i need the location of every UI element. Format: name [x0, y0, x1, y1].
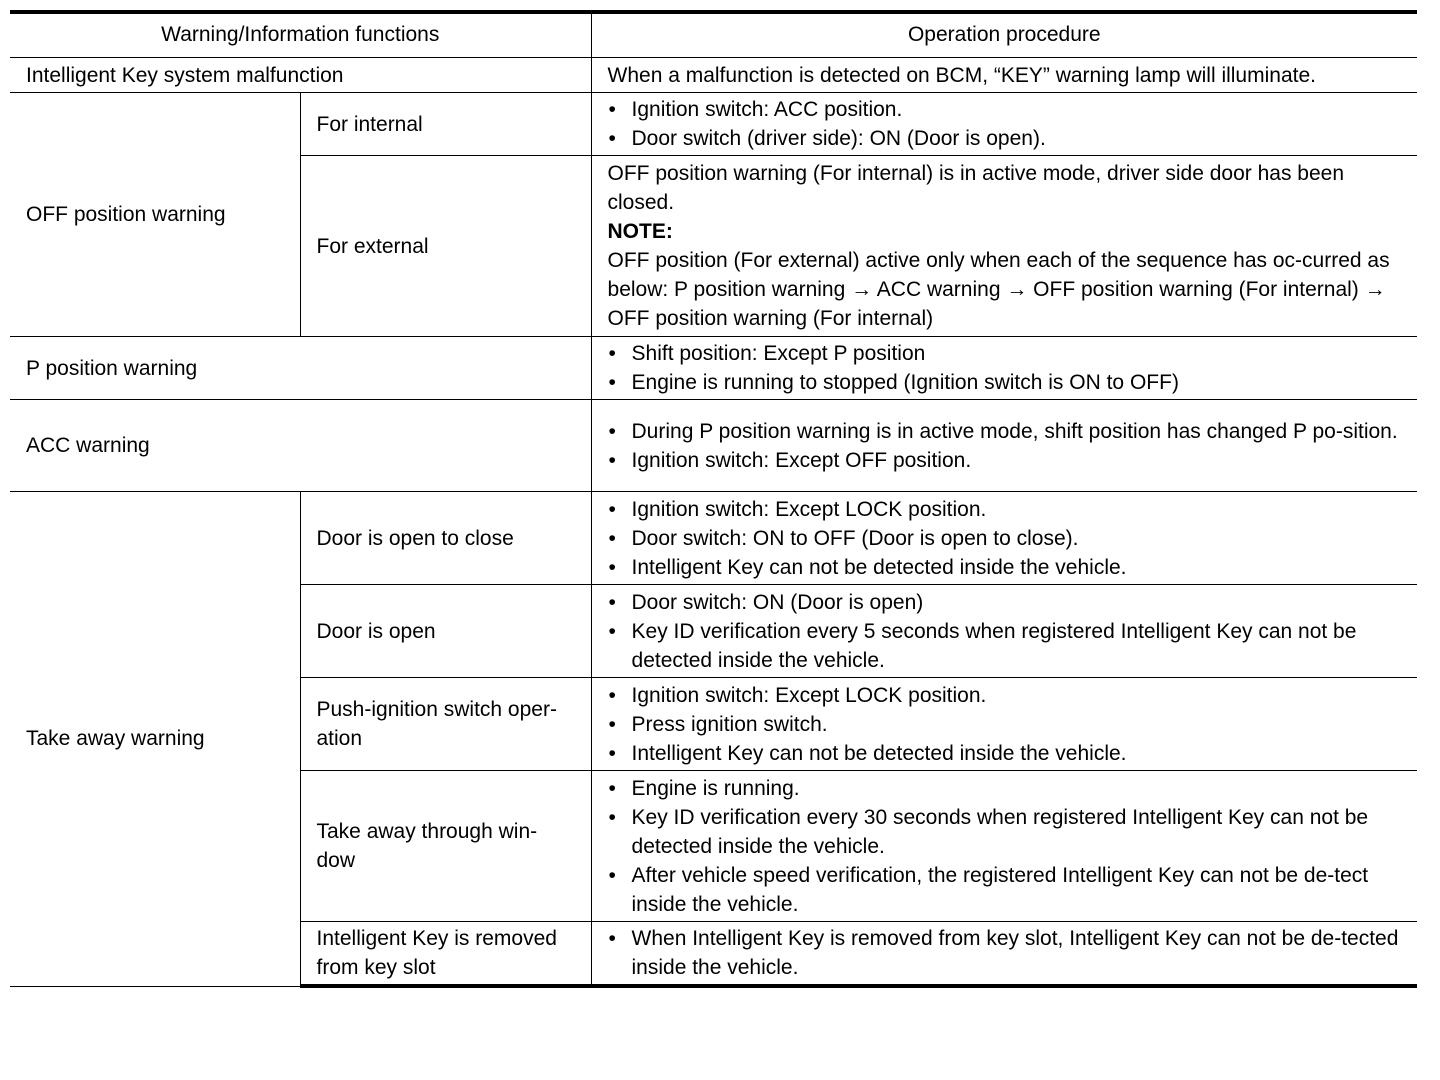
- list-item: • When Intelligent Key is removed from key slot, Intelligent Key can not be de-tected inside the vehicle.: [608, 924, 1402, 982]
- procedure-text: OFF position warning (For internal) is in active mode, driver side door has been closed.: [607, 162, 1345, 214]
- sub-function-label: For external: [300, 156, 591, 337]
- list-item: • Ignition switch: Except LOCK position.: [608, 495, 1402, 524]
- function-label: ACC warning: [10, 400, 591, 492]
- header-row: [10, 12, 1417, 58]
- sub-function-label: Door is open: [300, 585, 591, 678]
- list-item: • Intelligent Key can not be detected inside the vehicle.: [608, 553, 1402, 582]
- list-item: • Engine is running.: [608, 774, 1402, 803]
- list-item: • Intelligent Key can not be detected inside the vehicle.: [608, 739, 1402, 768]
- table-row: [10, 492, 1417, 585]
- header-procedure: Operation procedure: [591, 12, 1417, 58]
- list-item: • Ignition switch: Except LOCK position.: [608, 681, 1402, 710]
- table-row: [10, 58, 1417, 93]
- sub-function-label: Push-ignition switch oper-ation: [300, 678, 591, 771]
- list-item: • Press ignition switch.: [608, 710, 1402, 739]
- list-item: • Key ID verification every 5 seconds when registered Intelligent Key can not be detected inside the vehicle.: [608, 617, 1402, 675]
- list-item: • Ignition switch: ACC position.: [608, 95, 1402, 124]
- list-item: • Engine is running to stopped (Ignition switch is ON to OFF): [608, 368, 1402, 397]
- function-label: Take away warning: [10, 492, 300, 987]
- procedure-list: [591, 400, 1417, 492]
- list-item: • After vehicle speed verification, the registered Intelligent Key can not be de-tect inside the vehicle.: [608, 861, 1402, 919]
- function-label: Intelligent Key system malfunction: [10, 58, 591, 93]
- procedure-list: [591, 922, 1417, 987]
- note-text: OFF position (For external) active only when each of the sequence has oc-curred as below: P position warning → ACC warning → OFF position warning (For internal) → OFF position warning (For internal): [607, 249, 1390, 330]
- procedure-list: [591, 492, 1417, 585]
- procedure-text-block: [591, 156, 1417, 337]
- table-row: [10, 337, 1417, 400]
- sub-function-label: Take away through win-dow: [300, 771, 591, 922]
- function-label: P position warning: [10, 337, 591, 400]
- list-item: • Shift position: Except P position: [608, 339, 1402, 368]
- procedure-list: [591, 337, 1417, 400]
- list-item: • Door switch: ON (Door is open): [608, 588, 1402, 617]
- list-item: • Door switch: ON to OFF (Door is open to close).: [608, 524, 1402, 553]
- table-row: [10, 93, 1417, 156]
- list-item: • Door switch (driver side): ON (Door is open).: [608, 124, 1402, 153]
- sub-function-label: Intelligent Key is removed from key slot: [300, 922, 591, 987]
- procedure-text: When a malfunction is detected on BCM, “KEY” warning lamp will illuminate.: [591, 58, 1417, 93]
- function-label: OFF position warning: [10, 93, 300, 337]
- list-item: • Ignition switch: Except OFF position.: [608, 446, 1402, 475]
- procedure-list: [591, 93, 1417, 156]
- warning-function-table: [10, 10, 1417, 988]
- header-functions: Warning/Information functions: [10, 12, 591, 58]
- list-item: • During P position warning is in active mode, shift position has changed P po-sition.: [608, 417, 1402, 446]
- procedure-list: [591, 678, 1417, 771]
- sub-function-label: Door is open to close: [300, 492, 591, 585]
- list-item: • Key ID verification every 30 seconds when registered Intelligent Key can not be detected inside the vehicle.: [608, 803, 1402, 861]
- sub-function-label: For internal: [300, 93, 591, 156]
- note-label: NOTE:: [607, 220, 673, 243]
- table-row: [10, 400, 1417, 492]
- procedure-list: [591, 771, 1417, 922]
- procedure-list: [591, 585, 1417, 678]
